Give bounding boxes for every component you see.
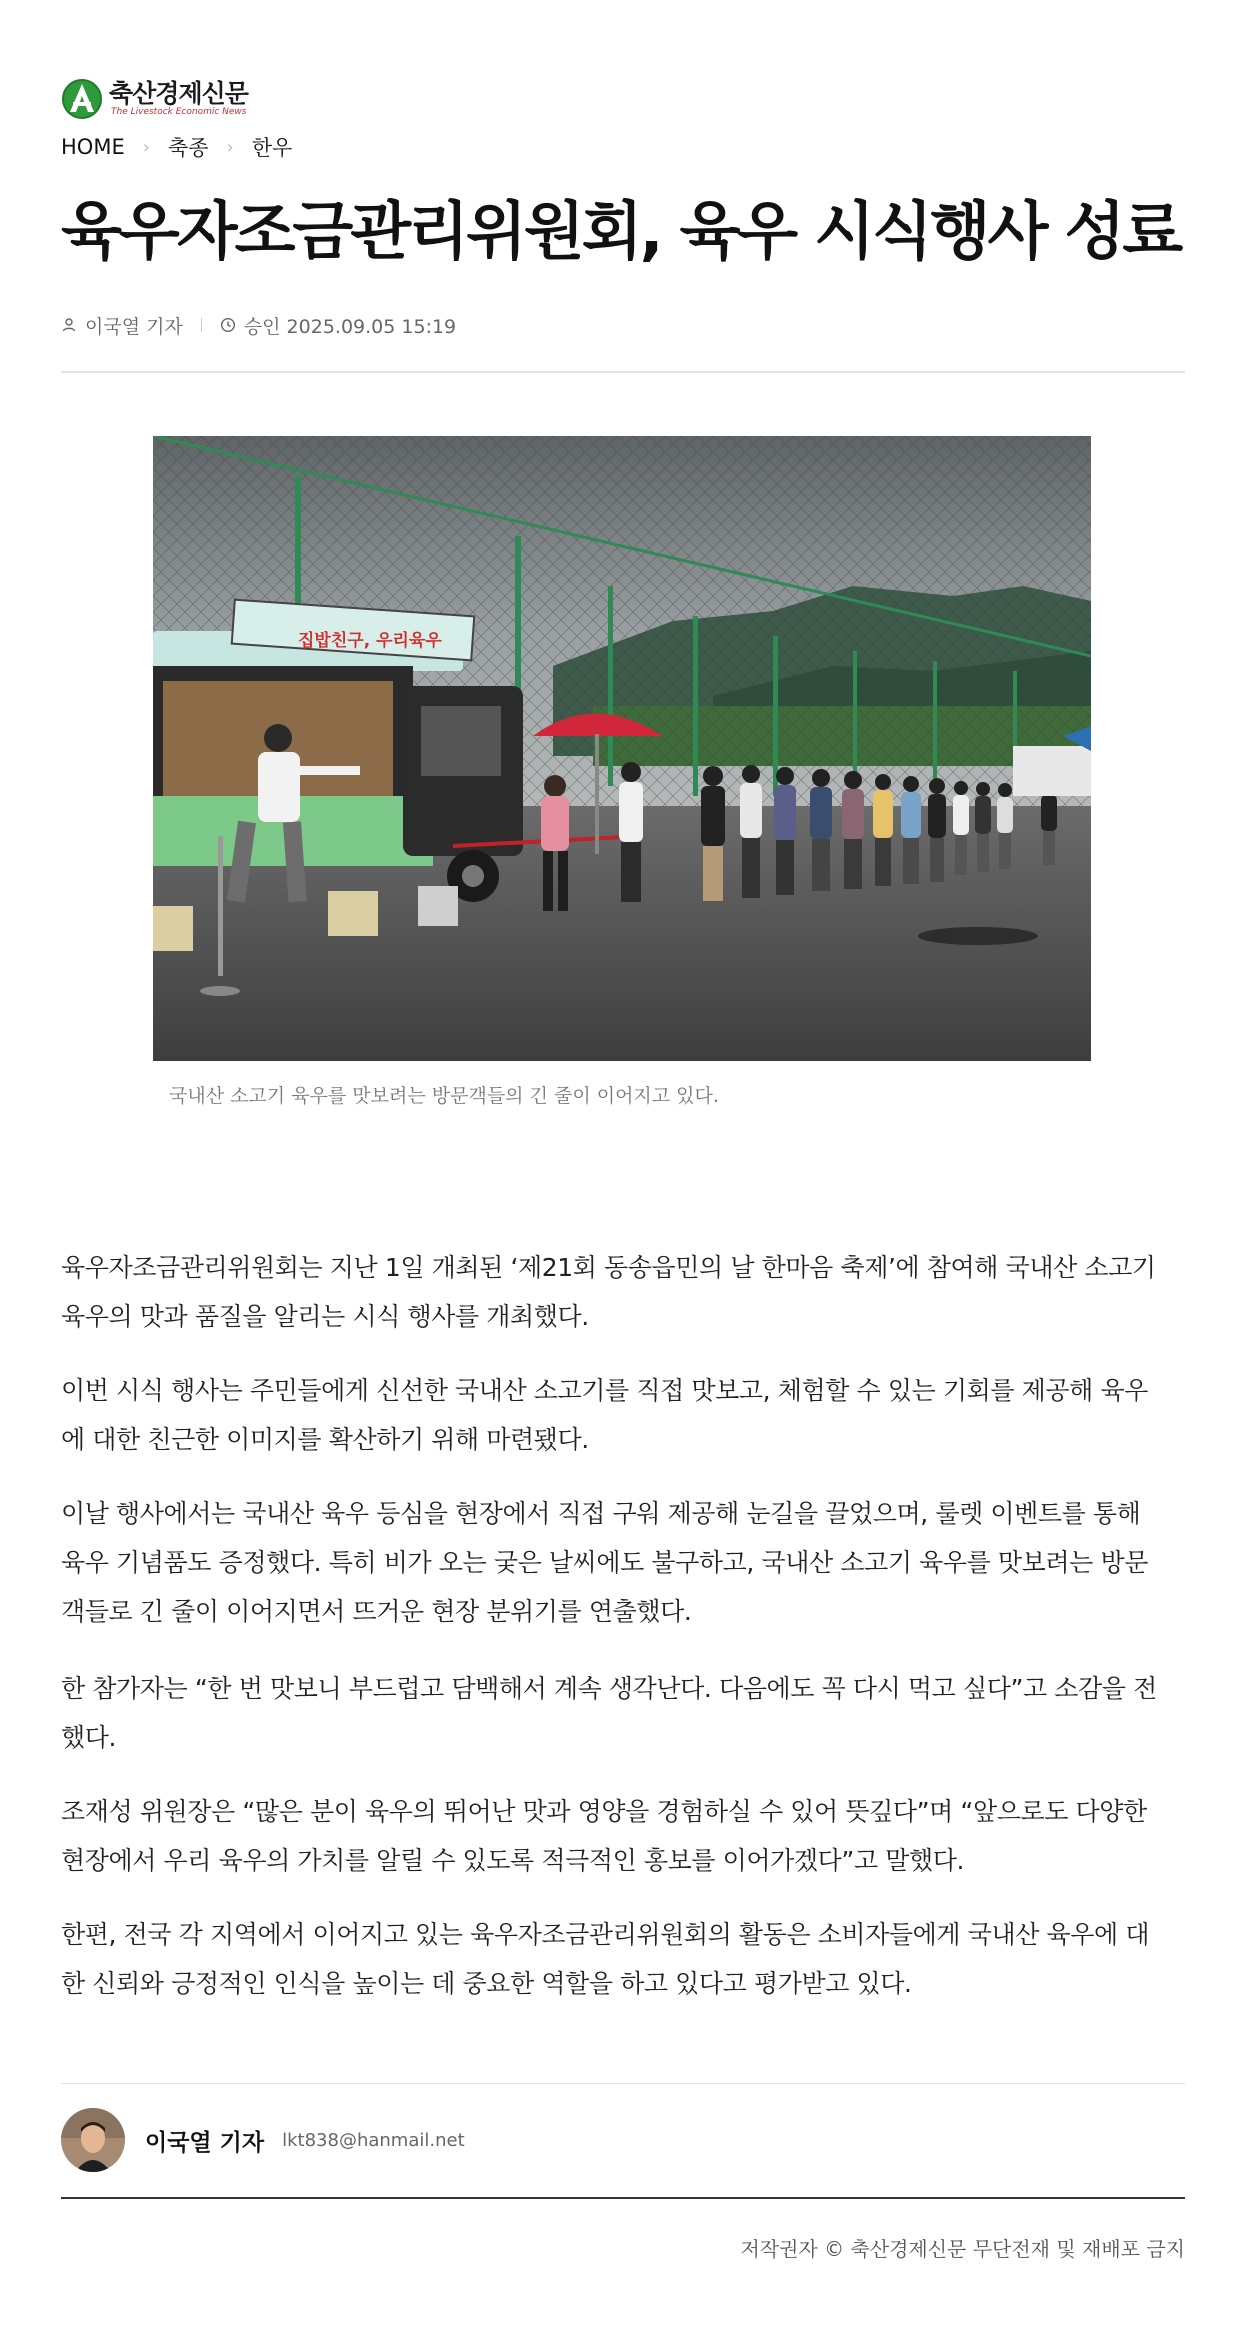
breadcrumb-home[interactable]: HOME xyxy=(61,135,125,159)
paragraph-line: 했다. xyxy=(61,1723,117,1752)
paragraph-line: 이날 행사에서는 국내산 육우 등심을 현장에서 직접 구워 제공해 눈길을 끌었으며, 룰렛 이벤트를 통해 xyxy=(61,1499,1141,1528)
paragraph-line: 에 대한 친근한 이미지를 확산하기 위해 마련됐다. xyxy=(61,1425,589,1454)
paragraph-line: 한 참가자는 “한 번 맛보니 부드럽고 담백해서 계속 생각난다. 다음에도 꼭 다시 먹고 싶다”고 소감을 전 xyxy=(61,1674,1157,1703)
reporter-name: 이국열 기자 xyxy=(85,315,183,338)
divider xyxy=(61,2083,1185,2084)
paragraph-line: 육우의 맛과 품질을 알리는 시식 행사를 개최했다. xyxy=(61,1302,589,1331)
divider xyxy=(61,371,1185,373)
article-meta xyxy=(61,309,456,341)
paragraph-line: 조재성 위원장은 “많은 분이 육우의 뛰어난 맛과 영양을 경험하실 수 있어 뜻깊다”며 “앞으로도 다양한 xyxy=(61,1797,1147,1826)
article-photo[interactable] xyxy=(153,436,1091,1061)
breadcrumb-subcategory[interactable]: 한우 xyxy=(251,136,293,160)
site-logo[interactable] xyxy=(61,76,248,122)
paragraph-line: 한편, 전국 각 지역에서 이어지고 있는 육우자조금관리위원회의 활동은 소비자들에게 국내산 육우에 대 xyxy=(61,1920,1150,1949)
paragraph-line: 이번 시식 행사는 주민들에게 신선한 국내산 소고기를 직접 맛보고, 체험할 수 있는 기회를 제공해 육우 xyxy=(61,1376,1148,1405)
reporter-photo xyxy=(61,2108,125,2172)
author-box xyxy=(61,2108,465,2172)
meta-divider xyxy=(201,318,202,332)
paragraph-line: 육우자조금관리위원회는 지난 1일 개최된 ‘제21회 동송읍민의 날 한마음 축제’에 참여해 국내산 소고기 xyxy=(61,1253,1156,1282)
person-icon xyxy=(61,317,77,333)
article-paragraph-4 xyxy=(61,1664,1185,1762)
breadcrumb xyxy=(61,131,292,163)
clock-icon xyxy=(220,317,236,333)
approval-time: 승인 2025.09.05 15:19 xyxy=(243,315,457,338)
logo-name: 축산경제신문 xyxy=(109,78,248,108)
article-paragraph-1 xyxy=(61,1243,1185,1341)
avatar[interactable] xyxy=(61,2108,125,2172)
chevron-right-icon: › xyxy=(226,136,234,158)
logo-emblem-icon xyxy=(61,78,103,120)
article-paragraph-6 xyxy=(61,1910,1185,2008)
article-paragraph-3 xyxy=(61,1489,1185,1636)
photo-caption: 국내산 소고기 육우를 맛보려는 방문객들의 긴 줄이 이어지고 있다. xyxy=(169,1085,719,1107)
paragraph-line: 객들로 긴 줄이 이어지면서 뜨거운 현장 분위기를 연출했다. xyxy=(61,1597,692,1626)
article-paragraph-2 xyxy=(61,1366,1185,1464)
divider xyxy=(61,2197,1185,2199)
author-email[interactable]: lkt838@hanmail.net xyxy=(282,2129,465,2151)
tasting-event-photo xyxy=(153,436,1091,1061)
article-page xyxy=(61,0,1185,2327)
paragraph-line: 한 신뢰와 긍정적인 인식을 높이는 데 중요한 역할을 하고 있다고 평가받고 있다. xyxy=(61,1969,912,1998)
article-paragraph-5 xyxy=(61,1787,1185,1885)
chevron-right-icon: › xyxy=(142,136,150,158)
copyright-notice: 저작권자 © 축산경제신문 무단전재 및 재배포 금지 xyxy=(740,2237,1185,2261)
article-title: 육우자조금관리위원회, 육우 시식행사 성료 xyxy=(61,195,1181,268)
author-name[interactable]: 이국열 기자 xyxy=(145,2129,265,2156)
truck-sign-text: 집밥친구, 우리육우 xyxy=(298,631,442,651)
breadcrumb-category[interactable]: 축종 xyxy=(167,136,209,160)
paragraph-line: 육우 기념품도 증정했다. 특히 비가 오는 궂은 날씨에도 불구하고, 국내산 소고기 육우를 맛보려는 방문 xyxy=(61,1548,1148,1577)
paragraph-line: 현장에서 우리 육우의 가치를 알릴 수 있도록 적극적인 홍보를 이어가겠다”고 말했다. xyxy=(61,1846,965,1875)
logo-name-english: The Livestock Economic News xyxy=(111,106,247,117)
